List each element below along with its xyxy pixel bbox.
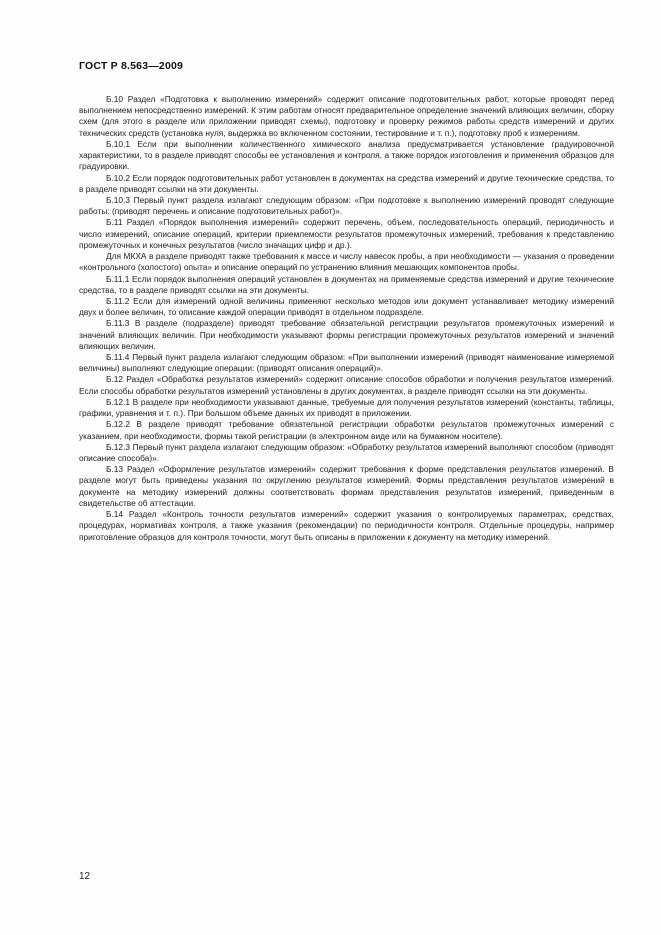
paragraph-b11-4: Б.11.4 Первый пункт раздела излагают следующим образом: «При выполнении измерений (приводят наименование измеряемой величины) выполняют следующие операции: (приводят описания операций)». — [79, 352, 614, 374]
paragraph-b10-2: Б.10.2 Если порядок подготовительных работ установлен в документах на средства измерений и другие технические средства, то в разделе приводят ссылки на эти документы. — [79, 172, 614, 194]
paragraph-b12: Б.12 Раздел «Обработка результатов измерений» содержит описание способов обработки и получения результатов измерений. Если способы обработки результатов измерений установлены в других документах, в разделе приводят ссылки на эти документы. — [79, 374, 614, 396]
paragraph-mkha: Для МКХА в разделе приводят также требования к массе и числу навесок пробы, а при необходимости — указания о проведении «контрольного (холостого) опыта» и описание операций по устранению влияния мешающих компонентов пробы. — [79, 251, 614, 273]
paragraph-b13: Б.13 Раздел «Оформление результатов измерений» содержит требования к форме представления результатов измерений. В разделе могут быть приведены указания по округлению результатов измерений. Формы представления результатов измерений в документе на методику измерений должны соответствовать формам представления результатов измерений, приведенным в свидетельстве об аттестации. — [79, 464, 614, 508]
document-body — [79, 94, 614, 543]
paragraph-b12-3: Б.12.3 Первый пункт раздела излагают следующим образом: «Обработку результатов измерений выполняют способом (приводят описание способа)». — [79, 441, 614, 463]
paragraph-b12-2: Б.12.2 В разделе приводят требование обязательной регистрации обработки результатов промежуточных измерений с указанием, при необходимости, формы такой регистрации (в электронном виде или на бумажном носителе). — [79, 419, 614, 441]
paragraph-b14: Б.14 Раздел «Контроль точности результатов измерений» содержит указания о контролируемых параметрах, средствах, процедурах, нормативах контроля, а также указания (рекомендации) по периодичности контроля. Отдельные процедуры, например приготовление образцов для контроля точности, могут быть описаны в приложении к документу на методику измерений. — [79, 509, 614, 542]
paragraph-b11-1: Б.11.1 Если порядок выполнения операций установлен в документах на применяемые средства измерений и другие технические средства, то в разделе приводят ссылки на эти документы. — [79, 273, 614, 295]
paragraph-b10-1: Б.10.1 Если при выполнении количественного химического анализа предусматривается установление градуировочной характеристики, то в разделе приводят способы ее установления и контроля, а также порядок изготовления и применения образцов для градуировки. — [79, 138, 614, 172]
document-header: ГОСТ Р 8.563—2009 — [79, 60, 184, 72]
page-number: 12 — [79, 871, 91, 882]
paragraph-b11-3: Б.11.3 В разделе (подразделе) приводят требование обязательной регистрации результатов промежуточных измерений и значений влияющих величин. При необходимости указывают формы регистрации промежуточных результатов измерений и значений влияющих величин. — [79, 318, 614, 351]
paragraph-b11-2: Б.11.2 Если для измерений одной величины применяют несколько методов или документ устанавливает методику измерений двух и более величин, то описание каждой операции приводят в отдельном подразделе. — [79, 295, 614, 318]
paragraph-b10: Б.10 Раздел «Подготовка к выполнению измерений» содержит описание подготовительных работ, которые проводят перед выполнением непосредственно измерений. К этим работам относят предварительное определение значений влияющих величин, сборку схем (для этого в разделе или приложении приводят схемы), подготовку и проверку режимов работы средств измерений и других технических средств (установка нуля, выдержка во включенном состоянии, тестирование и т. п.), подготовку проб к измерениям. — [79, 94, 614, 138]
paragraph-b10-3: Б.10.3 Первый пункт раздела излагают следующим образом: «При подготовке к выполнению измерений проводят следующие работы: (приводят перечень и описание подготовительных работ)». — [79, 194, 614, 217]
paragraph-b12-1: Б.12.1 В разделе при необходимости указывают данные, требуемые для получения результатов измерений (константы, таблицы, графики, уравнения и т. п.). При большом объеме данных их приводят в приложении. — [79, 396, 614, 419]
paragraph-b11: Б.11 Раздел «Порядок выполнения измерений» содержит перечень, объем, последовательность операций, периодичность и число измерений, описание операций, критерии приемлемости результатов промежуточных измерений, требования к представлению промежуточных и конечных результатов (число значащих цифр и др.). — [79, 217, 614, 250]
